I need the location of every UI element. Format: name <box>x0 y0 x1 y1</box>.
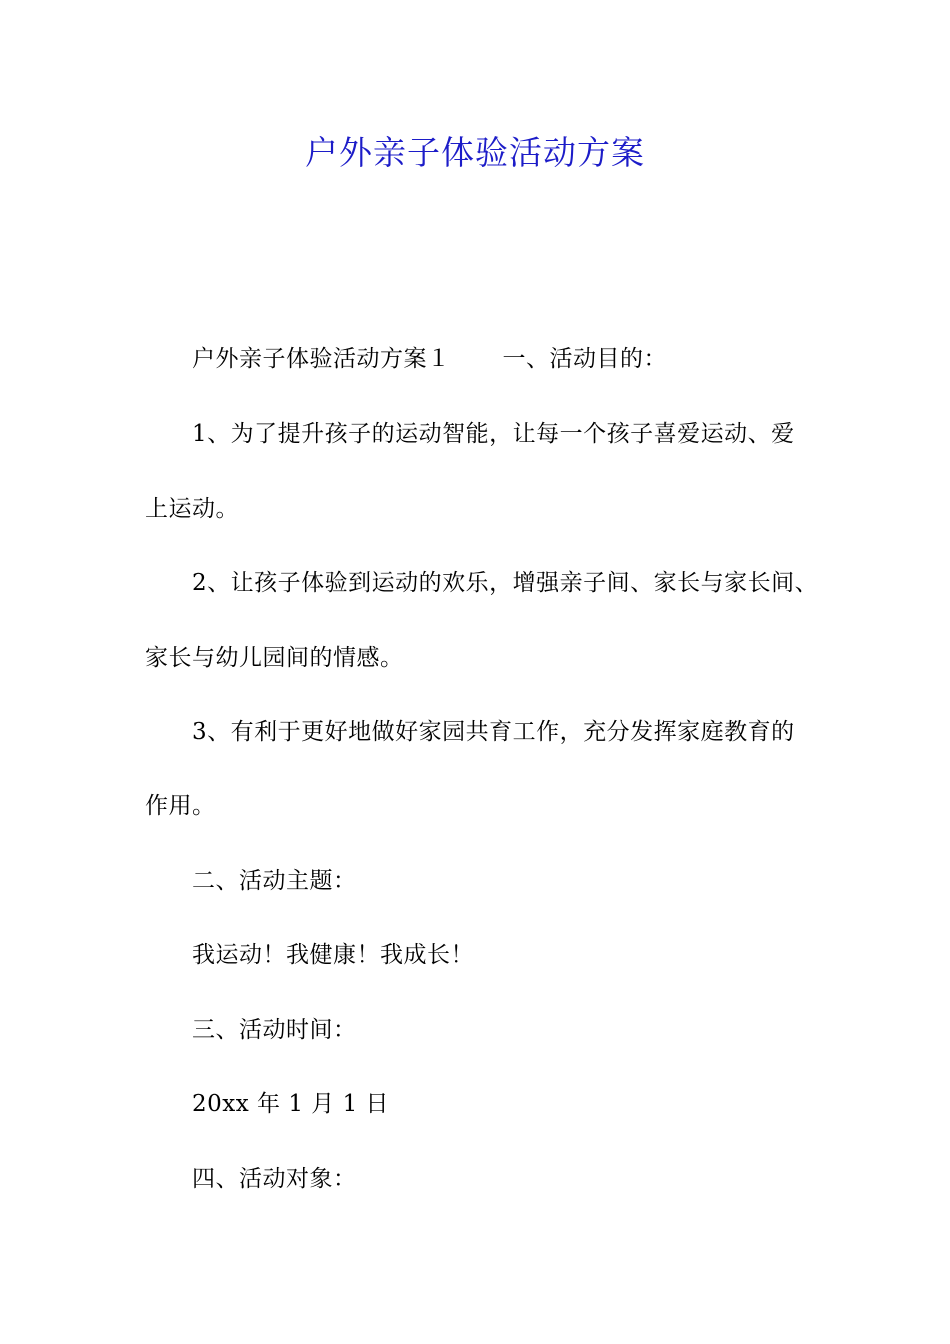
date-text: 20xx 年 1 月 1 日 <box>192 1091 390 1117</box>
goal3-line1: 3、有利于更好地做好家园共育工作，充分发挥家庭教育的 <box>192 719 795 745</box>
section2-heading: 二、活动主题： <box>192 868 357 894</box>
section1-heading: 一、活动目的： <box>502 346 667 372</box>
section3-heading: 三、活动时间： <box>192 1017 357 1043</box>
theme-text: 我运动！我健康！我成长！ <box>192 942 474 968</box>
intro-heading: 户外亲子体验活动方案１ <box>192 346 451 372</box>
intro-line <box>192 343 667 375</box>
goal2-line1: 2、让孩子体验到运动的欢乐，增强亲子间、家长与家长间、 <box>192 570 819 596</box>
goal3-line2: 作用。 <box>145 793 216 819</box>
goal1-line1: 1、为了提升孩子的运动智能，让每一个孩子喜爱运动、爱 <box>192 421 795 447</box>
goal2-line2: 家长与幼儿园间的情感。 <box>145 645 404 671</box>
goal1-line2: 上运动。 <box>145 496 239 522</box>
section4-heading: 四、活动对象： <box>192 1166 357 1192</box>
document-title: 户外亲子体验活动方案 <box>305 133 645 172</box>
